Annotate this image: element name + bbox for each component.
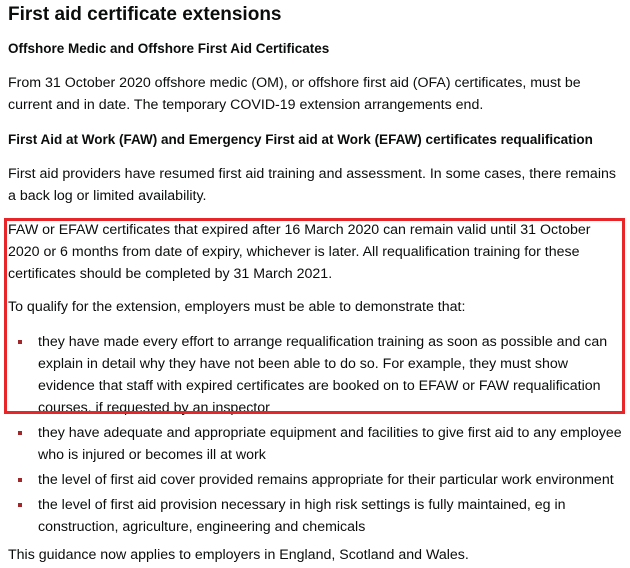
list-item (16, 494, 626, 538)
page-title: First aid certificate extensions (8, 4, 282, 25)
list-item (16, 422, 626, 466)
requirements-list (16, 331, 626, 538)
bullet-icon (18, 431, 22, 435)
paragraph-qualify: To qualify for the extension, employers must be able to demonstrate that: (8, 299, 466, 315)
list-item-text: the level of first aid cover provided remains appropriate for their particular work environment (38, 472, 614, 488)
paragraph-providers: First aid providers have resumed first aid training and assessment. In some cases, there remains a back log or limited availability. (8, 166, 616, 204)
list-item-text: they have made every effort to arrange requalification training as soon as possible and can explain in detail why they have not been able to do so. For example, they must show evidence that staff with expired certificates are booked on to EFAW or FAW requalification courses, if requested by an inspector (38, 334, 608, 416)
paragraph-offshore: From 31 October 2020 offshore medic (OM), or offshore first aid (OFA) certificates, must be current and in date. The temporary COVID-19 extension arrangements end. (8, 75, 581, 113)
paragraph-expiry: FAW or EFAW certificates that expired after 16 March 2020 can remain valid until 31 October 2020 or 6 months from date of expiry, whichever is later. All requalification training for these certificates should be completed by 31 March 2021. (8, 222, 591, 282)
list-item-text: the level of first aid provision necessary in high risk settings is fully maintained, eg in construction, agriculture, engineering and chemicals (38, 497, 566, 535)
paragraph-guidance: This guidance now applies to employers in England, Scotland and Wales. (8, 547, 469, 563)
list-item-text: they have adequate and appropriate equipment and facilities to give first aid to any employee who is injured or becomes ill at work (38, 425, 622, 463)
bullet-icon (18, 340, 22, 344)
list-item (16, 469, 626, 491)
section-heading-offshore: Offshore Medic and Offshore First Aid Certificates (8, 41, 330, 56)
bullet-icon (18, 503, 22, 507)
list-item (16, 331, 626, 419)
bullet-icon (18, 478, 22, 482)
section-heading-faw-efaw: First Aid at Work (FAW) and Emergency First aid at Work (EFAW) certificates requalification (8, 132, 593, 147)
